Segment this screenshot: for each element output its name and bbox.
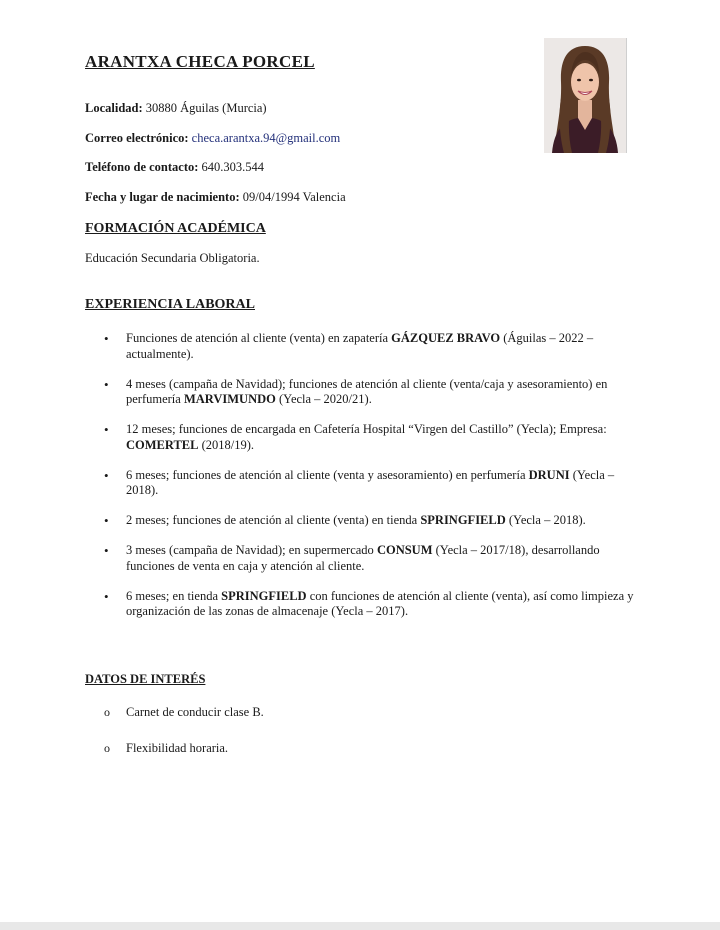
email-line <box>85 131 340 146</box>
interest-heading: DATOS DE INTERÉS <box>85 672 206 686</box>
education-text: Educación Secundaria Obligatoria. <box>85 251 260 265</box>
experience-list <box>104 331 634 634</box>
experience-item: • 6 meses; funciones de atención al cliente (venta y asesoramiento) en perfumería DRUNI (Yecla – 2018). <box>104 468 634 499</box>
interest-item: o Flexibilidad horaria. <box>104 741 264 757</box>
locality-value: 30880 Águilas (Murcia) <box>142 101 267 115</box>
phone-value: 640.303.544 <box>198 160 265 174</box>
education-heading: FORMACIÓN ACADÉMICA <box>85 221 266 236</box>
page-bottom-edge <box>0 922 720 930</box>
email-link[interactable]: checa.arantxa.94@gmail.com <box>191 131 341 145</box>
experience-item: • 3 meses (campaña de Navidad); en supermercado CONSUM (Yecla – 2017/18), desarrollando funciones de venta en caja y atención al cliente. <box>104 543 634 574</box>
experience-item: • 12 meses; funciones de encargada en Cafetería Hospital “Virgen del Castillo” (Yecla); Empresa: COMERTEL (2018/19). <box>104 422 634 453</box>
birth-line <box>85 190 346 205</box>
experience-heading: EXPERIENCIA LABORAL <box>85 297 255 312</box>
experience-item: • 6 meses; en tienda SPRINGFIELD con funciones de atención al cliente (venta), así como limpieza y organización de las zonas de almacenaje (Yecla – 2017). <box>104 589 634 620</box>
profile-photo <box>544 38 627 153</box>
interest-item: o Carnet de conducir clase B. <box>104 705 264 721</box>
phone-line <box>85 160 264 175</box>
experience-item: • 4 meses (campaña de Navidad); funciones de atención al cliente (venta/caja y asesoramiento) en perfumería MARVIMUNDO (Yecla – 2020/21). <box>104 377 634 408</box>
experience-item: • 2 meses; funciones de atención al cliente (venta) en tienda SPRINGFIELD (Yecla – 2018). <box>104 513 634 529</box>
phone-label: Teléfono de contacto: <box>85 160 199 174</box>
experience-item: • Funciones de atención al cliente (venta) en zapatería GÁZQUEZ BRAVO (Águilas – 2022 – actualmente). <box>104 331 634 362</box>
locality-label: Localidad: <box>85 101 143 115</box>
birth-label: Fecha y lugar de nacimiento: <box>85 190 240 204</box>
candidate-name: ARANTXA CHECA PORCEL <box>85 52 315 71</box>
portrait-image <box>544 38 626 153</box>
interest-list <box>104 705 264 776</box>
email-label: Correo electrónico: <box>85 131 189 145</box>
birth-value: 09/04/1994 Valencia <box>239 190 346 204</box>
locality-line <box>85 101 267 116</box>
